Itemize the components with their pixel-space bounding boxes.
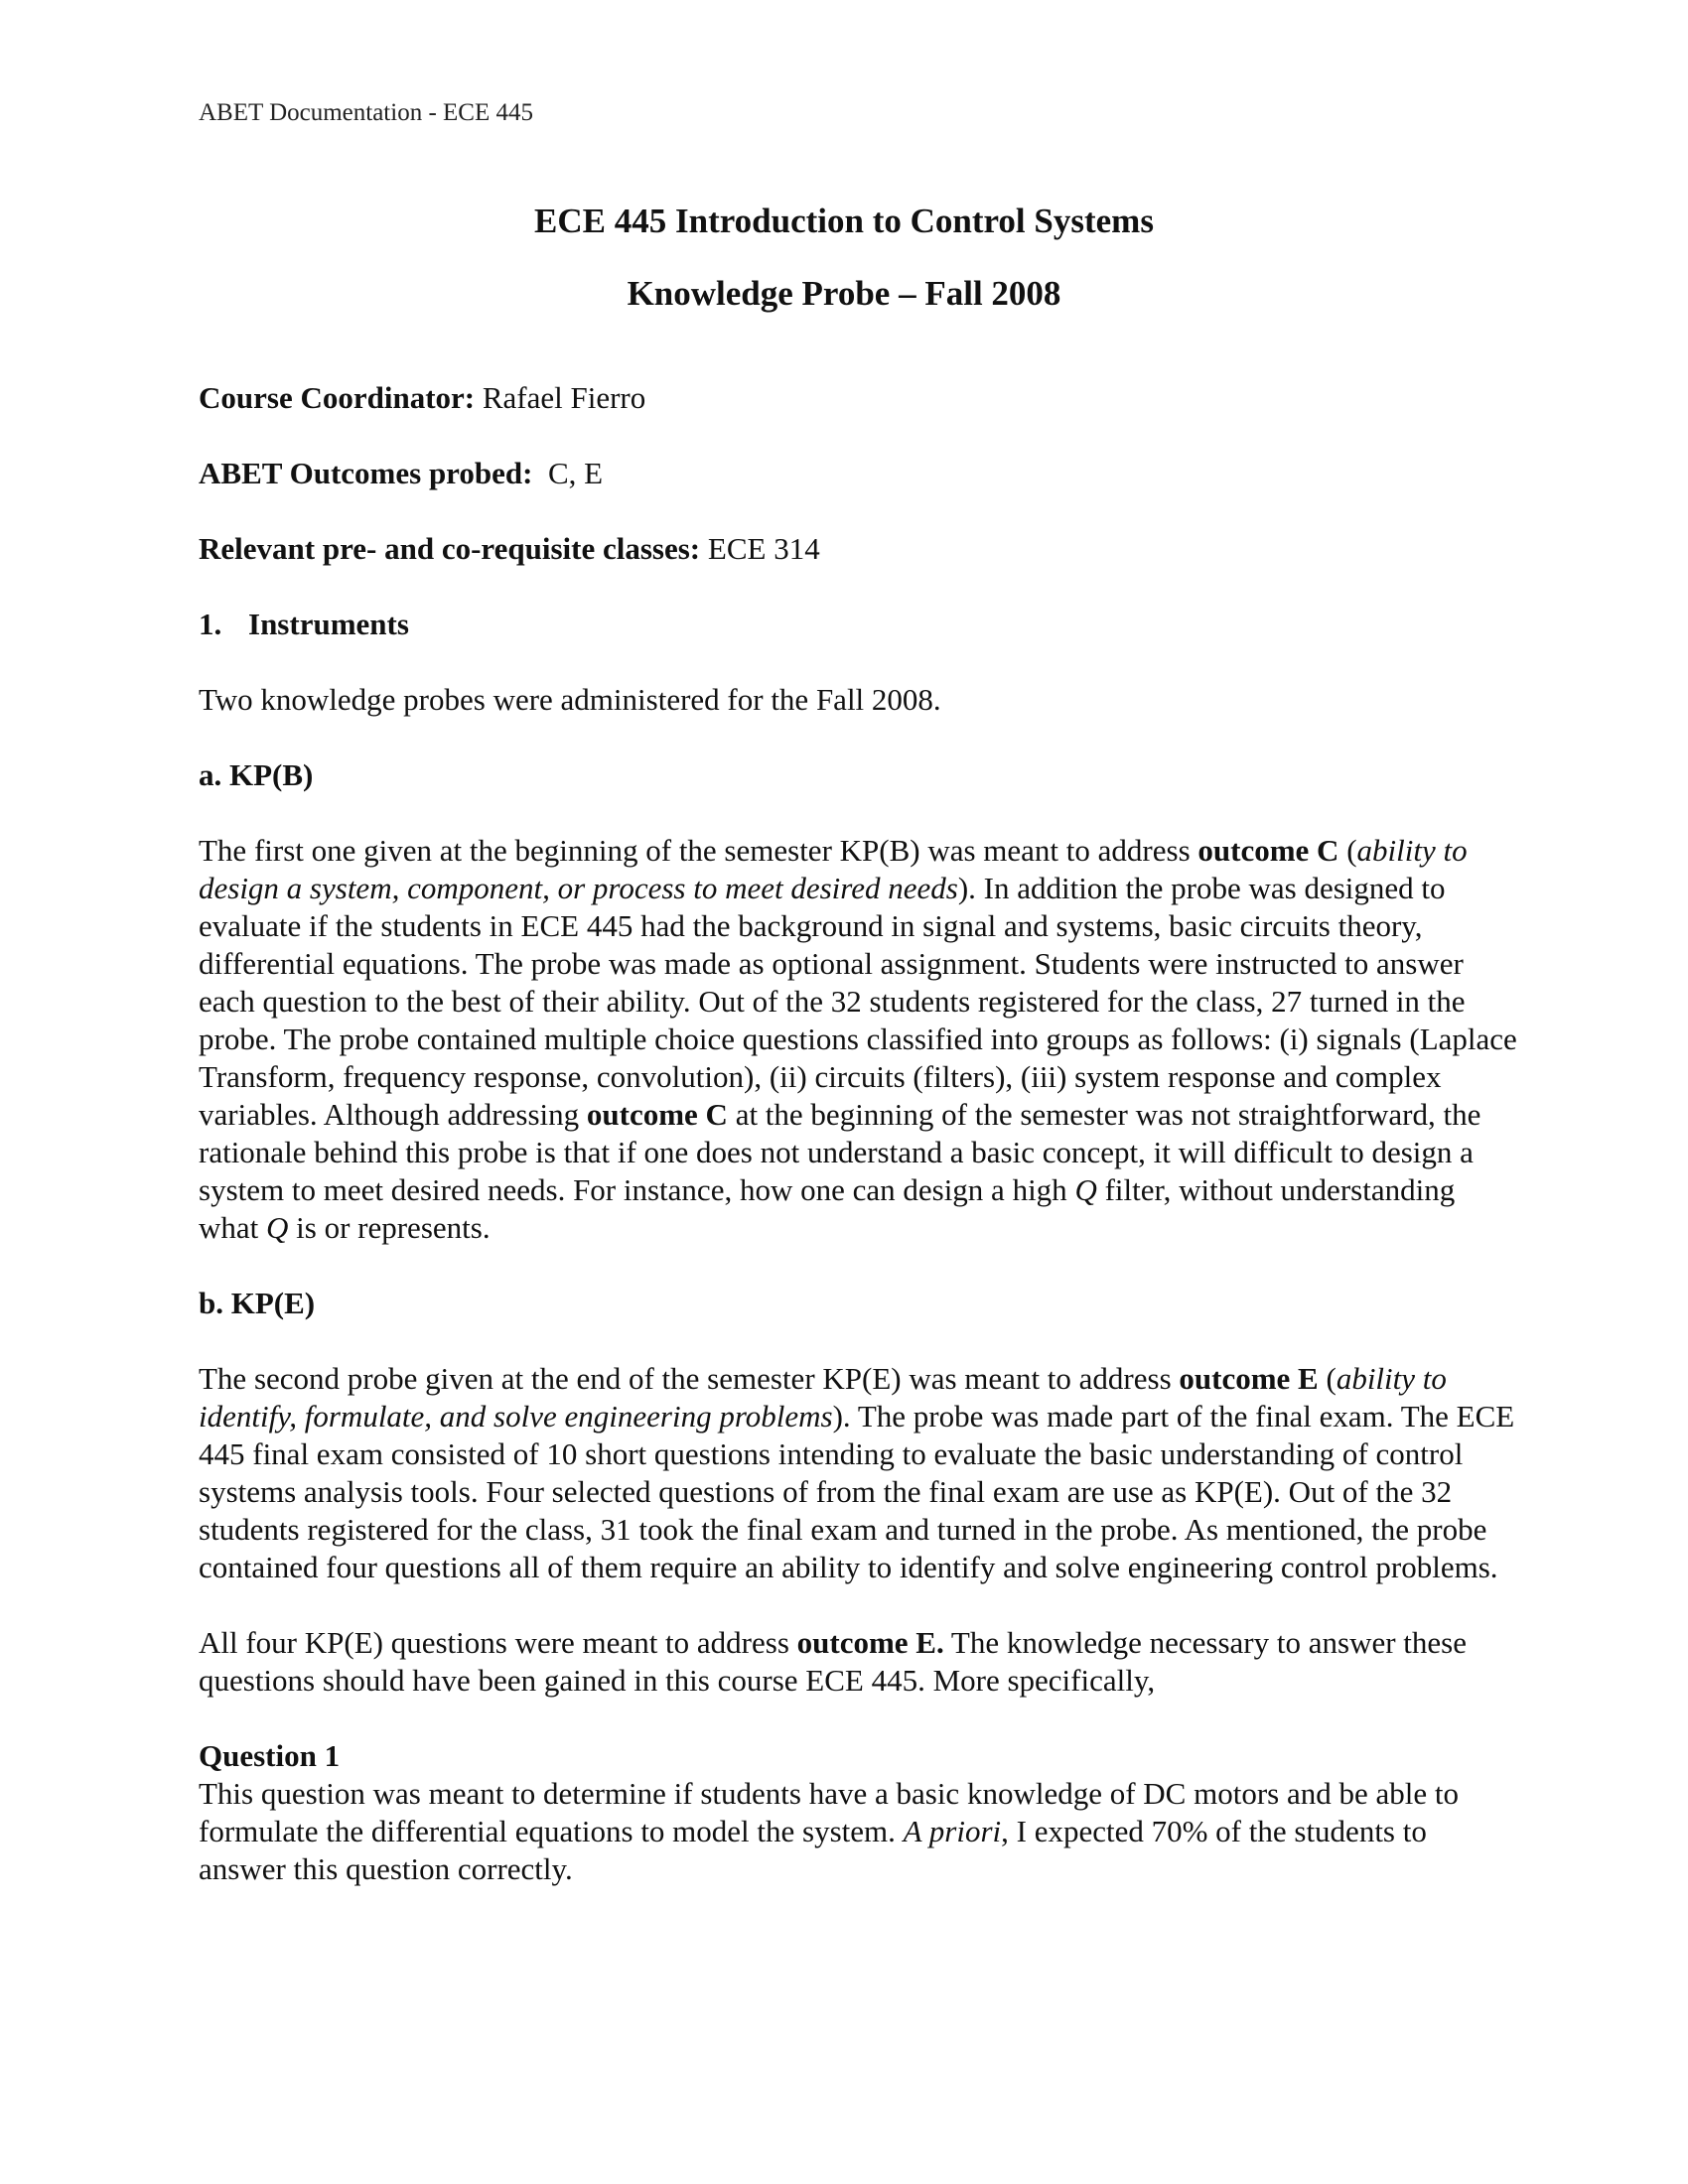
running-header: ABET Documentation - ECE 445 [199,99,533,126]
document-body [199,379,1519,1888]
coordinator-label: Course Coordinator: [199,380,476,415]
section-heading-instruments [199,606,1519,643]
q-symbol-2: Q [266,1210,289,1245]
subsection-heading-kpe: b. KP(E) [199,1286,316,1320]
subsection-heading-kpb: a. KP(B) [199,757,314,792]
outcome-e-emphasis-2: outcome E. [796,1625,944,1660]
document-title: ECE 445 Introduction to Control Systems [534,202,1154,240]
kpe-questions-paragraph: All four KP(E) questions were meant to address outcome E. The knowledge necessary to answer these questions should have been gained in this course ECE 445. More specifically, [199,1625,1467,1698]
section-number: 1. [199,607,222,641]
kpe-paragraph: The second probe given at the end of the semester KP(E) was meant to address outcome E (ability to identify, formulate, and solve engineering problems). The probe was made part of the final exam. The ECE 445 final exam consisted of 10 short questions intending to evaluate the basic understanding of control systems analysis tools. Four selected questions of from the final exam are use as KP(E). Out of the 32 students registered for the class, 31 took the final exam and turned in the probe. As mentioned, the probe contained four questions all of them require an ability to identify and solve engineering control problems. [199,1361,1515,1584]
outcomes-field [199,455,1519,492]
outcomes-label: ABET Outcomes probed: [199,456,533,490]
coordinator-value: Rafael Fierro [475,380,646,415]
prerequisites-label: Relevant pre- and co-requisite classes: [199,531,701,566]
prerequisites-field [199,530,1519,568]
instruments-intro-paragraph: Two knowledge probes were administered for the Fall 2008. [199,682,941,717]
outcome-e-definition: ability to identify, formulate, and solve engineering problems [199,1361,1447,1433]
prerequisites-value: ECE 314 [700,531,820,566]
a-priori-emphasis: A priori [903,1814,1002,1848]
outcomes-value: C, E [532,456,604,490]
question-1-paragraph: This question was meant to determine if students have a basic knowledge of DC motors and be able to formulate the differential equations to model the system. A priori, I expected 70% of the students to answer this question correctly. [199,1776,1459,1886]
section-title: Instruments [248,607,409,641]
outcome-c-emphasis-2: outcome C [586,1097,728,1132]
question-1-heading: Question 1 [199,1738,341,1773]
outcome-c-emphasis: outcome C [1197,833,1339,868]
q-symbol: Q [1074,1172,1097,1207]
document-subtitle: Knowledge Probe – Fall 2008 [627,274,1061,313]
outcome-c-definition: ability to design a system, component, or process to meet desired needs [199,833,1468,905]
kpb-paragraph: The first one given at the beginning of the semester KP(B) was meant to address outcome C (ability to design a system, component, or process to meet desired needs). In addition the probe was designed to evaluate if the students in ECE 445 had the background in signal and systems, basic circuits theory, differential equations. The probe was made as optional assignment. Students were instructed to answer each question to the best of their ability. Out of the 32 students registered for the class, 27 turned in the probe. The probe contained multiple choice questions classified into groups as follows: (i) signals (Laplace Transform, frequency response, convolution), (ii) circuits (filters), (iii) system response and complex variables. Although addressing outcome C at the beginning of the semester was not straightforward, the rationale behind this probe is that if one does not understand a basic concept, it will difficult to design a system to meet desired needs. For instance, how one can design a high Q filter, without understanding what Q is or represents. [199,833,1517,1245]
outcome-e-emphasis: outcome E [1179,1361,1319,1396]
coordinator-field [199,379,1519,417]
